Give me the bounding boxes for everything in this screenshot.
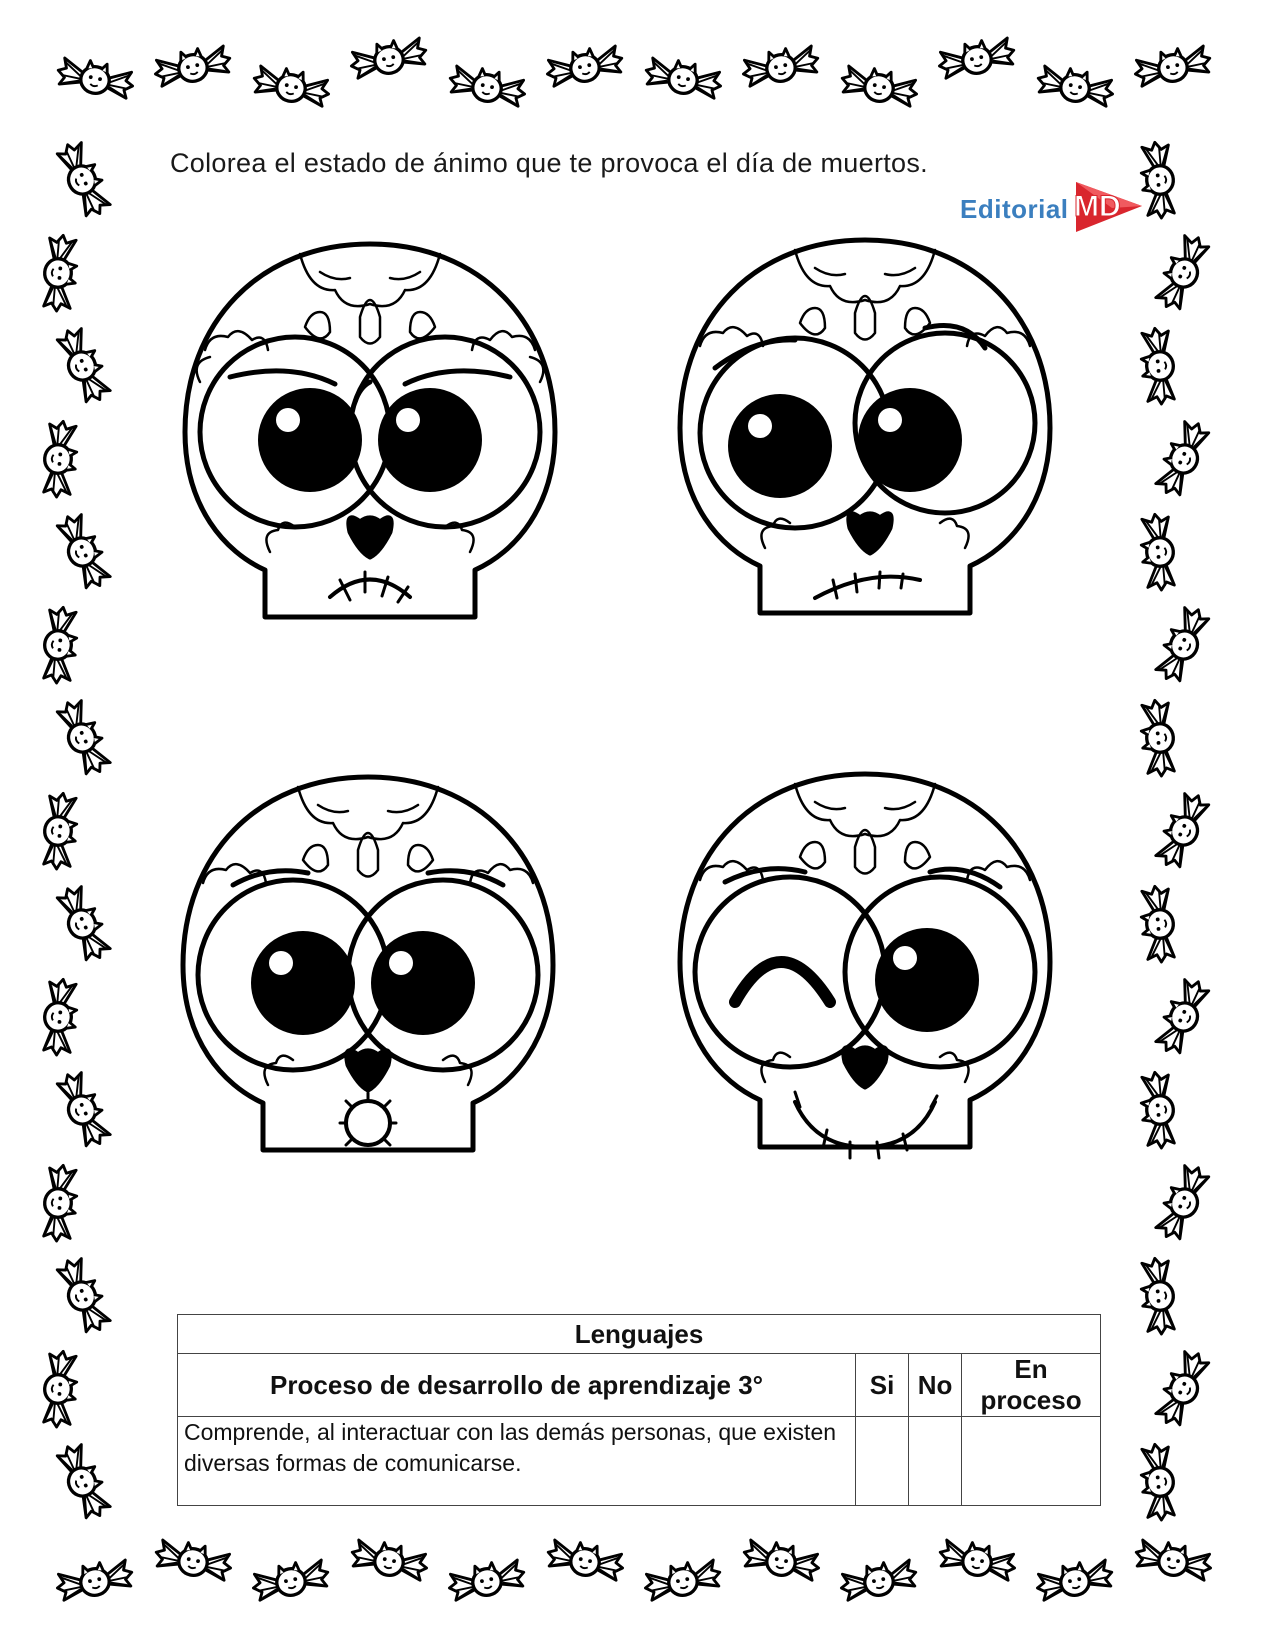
bat-icon xyxy=(1139,1071,1177,1149)
logo-text: Editorial xyxy=(960,194,1069,224)
bat-icon xyxy=(1152,603,1213,685)
check-cell-no[interactable] xyxy=(909,1417,962,1506)
bat-icon xyxy=(839,62,920,108)
bat-icon xyxy=(1035,62,1116,108)
bat-icon xyxy=(740,42,821,88)
bat-icon xyxy=(643,54,724,100)
bat-icon xyxy=(1139,1443,1177,1521)
skull-happy-wink[interactable] xyxy=(655,762,1075,1202)
bat-icon xyxy=(41,792,79,870)
bat-icon xyxy=(1152,1161,1213,1243)
bat-icon xyxy=(1139,699,1177,777)
bat-icon xyxy=(41,606,79,684)
bat-icon xyxy=(447,62,528,108)
bat-icon xyxy=(54,1556,135,1602)
bat-icon xyxy=(936,34,1017,80)
bat-icon xyxy=(251,62,332,108)
check-cell-si[interactable] xyxy=(856,1417,909,1506)
bat-icon xyxy=(1133,1536,1214,1582)
bat-icon xyxy=(349,1536,430,1582)
bat-icon xyxy=(41,420,79,498)
bat-icon xyxy=(54,1068,115,1150)
bat-icon xyxy=(1139,513,1177,591)
bat-icon xyxy=(152,42,233,88)
table-row xyxy=(178,1417,1101,1506)
bat-icon xyxy=(1152,1347,1213,1429)
bat-icon xyxy=(153,1536,234,1582)
bat-icon xyxy=(54,138,115,220)
header-en-proceso: En proceso xyxy=(962,1354,1101,1417)
skull-surprised[interactable] xyxy=(158,765,578,1205)
bat-icon xyxy=(1139,1257,1177,1335)
bat-icon xyxy=(41,978,79,1056)
table-subject: Lenguajes xyxy=(178,1315,1101,1354)
instruction-text: Colorea el estado de ánimo que te provoca el día de muertos. xyxy=(170,148,928,178)
bat-icon xyxy=(41,234,79,312)
bat-icon xyxy=(41,1164,79,1242)
bat-icon xyxy=(544,42,625,88)
check-cell-en-proceso[interactable] xyxy=(962,1417,1101,1506)
logo-md-icon xyxy=(1072,172,1147,240)
bat-icon xyxy=(741,1536,822,1582)
bat-icon xyxy=(55,54,136,100)
header-si: Si xyxy=(856,1354,909,1417)
criterion-cell: Comprende, al interactuar con las demás personas, que existen diversas formas de comunicarse. xyxy=(178,1417,856,1506)
bat-icon xyxy=(1152,417,1213,499)
bat-icon xyxy=(54,324,115,406)
svg-text:MD: MD xyxy=(1074,190,1121,223)
bat-icon xyxy=(1152,231,1213,313)
skull-worried[interactable] xyxy=(655,228,1075,668)
bat-icon xyxy=(54,1254,115,1336)
bat-icon xyxy=(1152,789,1213,871)
bat-icon xyxy=(1139,885,1177,963)
bat-icon xyxy=(54,696,115,778)
bat-icon xyxy=(937,1536,1018,1582)
bat-icon xyxy=(54,882,115,964)
bat-icon xyxy=(642,1556,723,1602)
bat-icon xyxy=(41,1350,79,1428)
bat-icon xyxy=(1132,42,1213,88)
bat-icon xyxy=(54,510,115,592)
header-process: Proceso de desarrollo de aprendizaje 3° xyxy=(178,1354,856,1417)
bat-icon xyxy=(1034,1556,1115,1602)
evaluation-table xyxy=(177,1314,1101,1506)
bat-icon xyxy=(54,1440,115,1522)
bat-icon xyxy=(1152,975,1213,1057)
bat-icon xyxy=(838,1556,919,1602)
bat-icon xyxy=(1139,327,1177,405)
skull-angry[interactable] xyxy=(160,232,580,672)
bat-icon xyxy=(348,34,429,80)
bat-icon xyxy=(250,1556,331,1602)
bat-icon xyxy=(545,1536,626,1582)
header-no: No xyxy=(909,1354,962,1417)
bat-icon xyxy=(446,1556,527,1602)
